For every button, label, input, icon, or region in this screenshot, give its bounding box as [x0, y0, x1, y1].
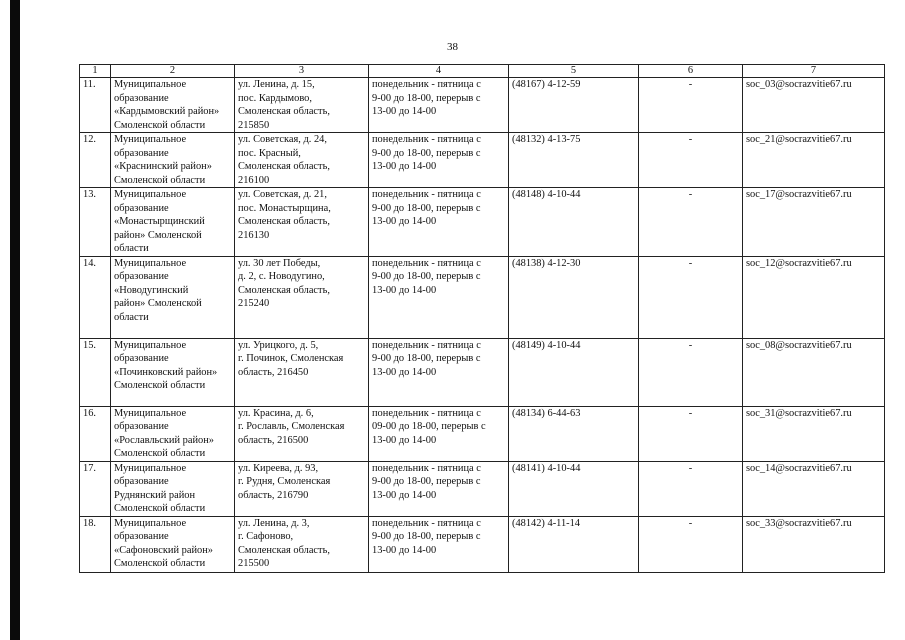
hours-cell: понедельник - пятница с 9-00 до 18-00, перерыв с 13-00 до 14-00 — [369, 516, 509, 572]
organization-cell: Муниципальное образование «Кардымовский район» Смоленской области — [111, 78, 235, 133]
address-cell: ул. Советская, д. 24, пос. Красный, Смоленская область, 216100 — [235, 133, 369, 188]
column-header: 1 — [80, 65, 111, 78]
address-cell: ул. Ленина, д. 15, пос. Кардымово, Смоленская область, 215850 — [235, 78, 369, 133]
organization-cell: Муниципальное образование «Краснинский район» Смоленской области — [111, 133, 235, 188]
email-cell: soc_21@socrazvitie67.ru — [743, 133, 885, 188]
organization-cell: Муниципальное образование «Рославльский район» Смоленской области — [111, 406, 235, 461]
email-cell: soc_33@socrazvitie67.ru — [743, 516, 885, 572]
hours-cell: понедельник - пятница с 9-00 до 18-00, перерыв с 13-00 до 14-00 — [369, 78, 509, 133]
row-number: 13. — [80, 188, 111, 257]
email-cell: soc_31@socrazvitie67.ru — [743, 406, 885, 461]
email-cell: soc_14@socrazvitie67.ru — [743, 461, 885, 516]
column-header: 7 — [743, 65, 885, 78]
hours-cell: понедельник - пятница с 09-00 до 18-00, перерыв с 13-00 до 14-00 — [369, 406, 509, 461]
row-number: 17. — [80, 461, 111, 516]
organization-cell: Муниципальное образование «Новодугинский район» Смоленской области — [111, 256, 235, 338]
address-cell: ул. Урицкого, д. 5, г. Починок, Смоленская область, 216450 — [235, 338, 369, 406]
phone-cell: (48149) 4-10-44 — [509, 338, 639, 406]
row-number: 16. — [80, 406, 111, 461]
table-row — [80, 406, 885, 461]
column-header: 4 — [369, 65, 509, 78]
email-cell: soc_17@socrazvitie67.ru — [743, 188, 885, 257]
address-cell: ул. 30 лет Победы, д. 2, с. Новодугино, Смоленская область, 215240 — [235, 256, 369, 338]
phone-cell: (48167) 4-12-59 — [509, 78, 639, 133]
table-row — [80, 78, 885, 133]
organization-cell: Муниципальное образование «Сафоновский район» Смоленской области — [111, 516, 235, 572]
table-row — [80, 256, 885, 338]
hours-cell: понедельник - пятница с 9-00 до 18-00, перерыв с 13-00 до 14-00 — [369, 133, 509, 188]
row-number: 11. — [80, 78, 111, 133]
column-header: 3 — [235, 65, 369, 78]
scan-binding-edge — [10, 0, 20, 640]
column-header: 2 — [111, 65, 235, 78]
row-number: 14. — [80, 256, 111, 338]
hours-cell: понедельник - пятница с 9-00 до 18-00, перерыв с 13-00 до 14-00 — [369, 256, 509, 338]
empty-cell: - — [639, 338, 743, 406]
phone-cell: (48138) 4-12-30 — [509, 256, 639, 338]
table-row — [80, 188, 885, 257]
column-header: 6 — [639, 65, 743, 78]
email-cell: soc_12@socrazvitie67.ru — [743, 256, 885, 338]
table-row — [80, 133, 885, 188]
contacts-table — [79, 64, 885, 573]
empty-cell: - — [639, 256, 743, 338]
organization-cell: Муниципальное образование Руднянский район Смоленской области — [111, 461, 235, 516]
empty-cell: - — [639, 78, 743, 133]
empty-cell: - — [639, 461, 743, 516]
row-number: 18. — [80, 516, 111, 572]
empty-cell: - — [639, 133, 743, 188]
empty-cell: - — [639, 516, 743, 572]
phone-cell: (48134) 6-44-63 — [509, 406, 639, 461]
table-header-row — [80, 65, 885, 78]
email-cell: soc_03@socrazvitie67.ru — [743, 78, 885, 133]
table-row — [80, 516, 885, 572]
address-cell: ул. Красина, д. 6, г. Рославль, Смоленская область, 216500 — [235, 406, 369, 461]
address-cell: ул. Киреева, д. 93, г. Рудня, Смоленская область, 216790 — [235, 461, 369, 516]
organization-cell: Муниципальное образование «Монастырщинский район» Смоленской области — [111, 188, 235, 257]
empty-cell: - — [639, 188, 743, 257]
phone-cell: (48142) 4-11-14 — [509, 516, 639, 572]
table-row — [80, 338, 885, 406]
hours-cell: понедельник - пятница с 9-00 до 18-00, перерыв с 13-00 до 14-00 — [369, 338, 509, 406]
address-cell: ул. Советская, д. 21, пос. Монастырщина, Смоленская область, 216130 — [235, 188, 369, 257]
row-number: 12. — [80, 133, 111, 188]
hours-cell: понедельник - пятница с 9-00 до 18-00, перерыв с 13-00 до 14-00 — [369, 188, 509, 257]
address-cell: ул. Ленина, д. 3, г. Сафоново, Смоленская область, 215500 — [235, 516, 369, 572]
table-row — [80, 461, 885, 516]
row-number: 15. — [80, 338, 111, 406]
phone-cell: (48141) 4-10-44 — [509, 461, 639, 516]
organization-cell: Муниципальное образование «Починковский район» Смоленской области — [111, 338, 235, 406]
phone-cell: (48132) 4-13-75 — [509, 133, 639, 188]
empty-cell: - — [639, 406, 743, 461]
email-cell: soc_08@socrazvitie67.ru — [743, 338, 885, 406]
page-number: 38 — [447, 41, 458, 53]
phone-cell: (48148) 4-10-44 — [509, 188, 639, 257]
column-header: 5 — [509, 65, 639, 78]
hours-cell: понедельник - пятница с 9-00 до 18-00, перерыв с 13-00 до 14-00 — [369, 461, 509, 516]
